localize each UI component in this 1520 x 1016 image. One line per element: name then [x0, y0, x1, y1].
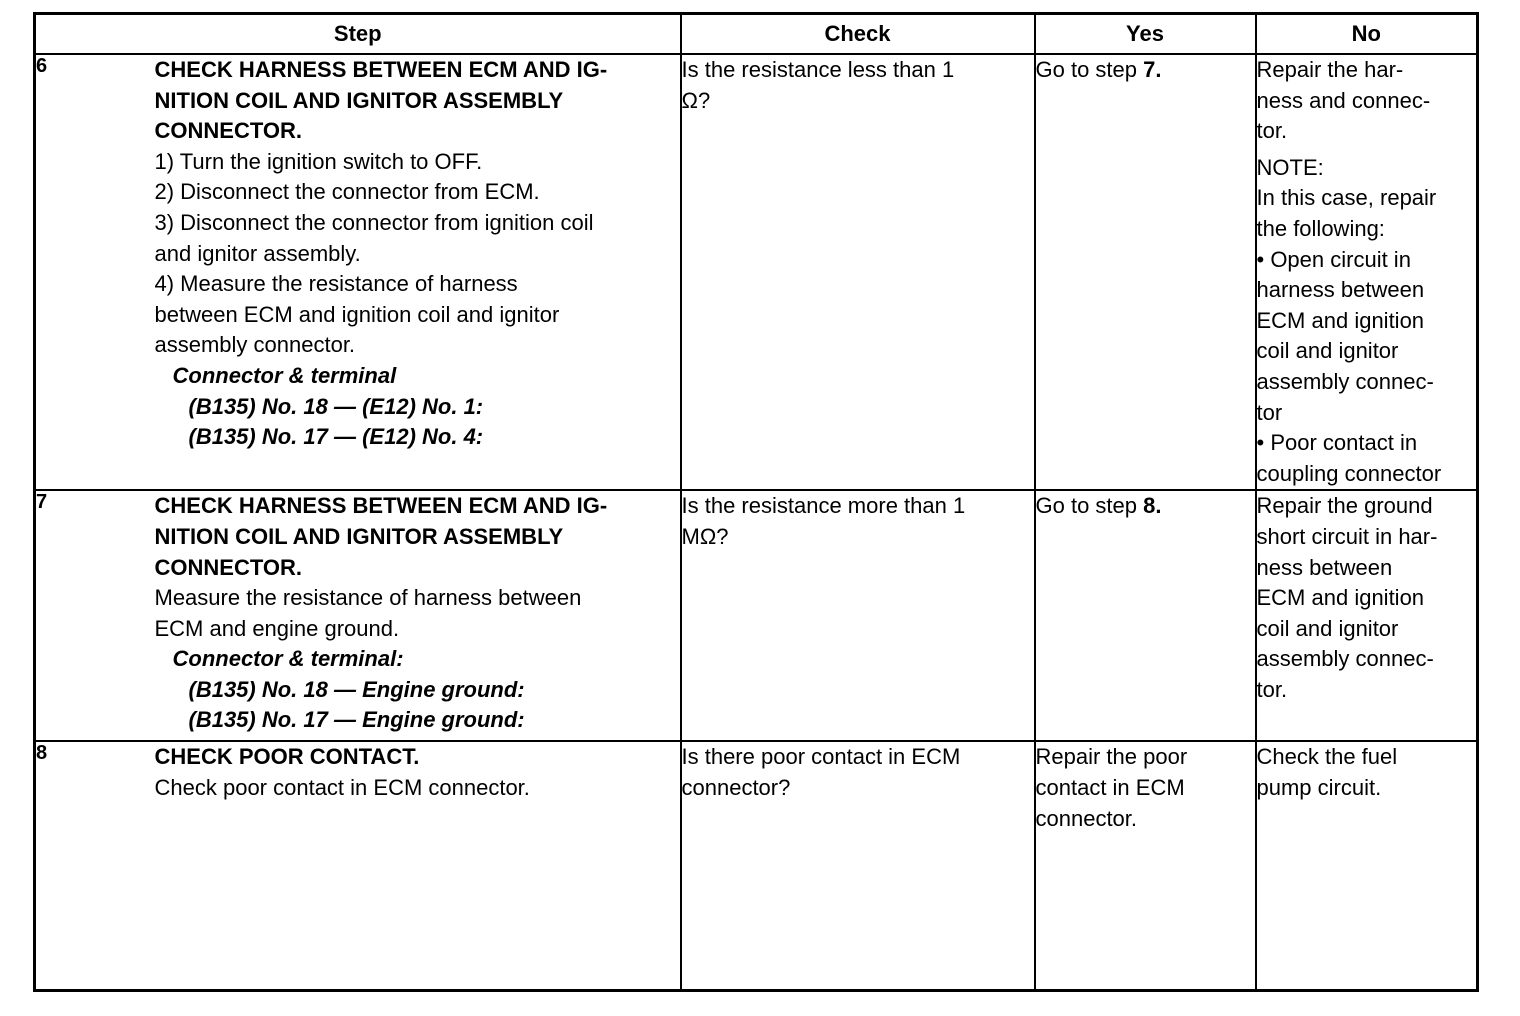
- no-cell: Check the fuel pump circuit.: [1256, 741, 1478, 990]
- no-cell: Repair the ground short circuit in har- ness between ECM and ignition coil and ignitor assembly connec- tor.: [1256, 490, 1478, 741]
- connector-label: Connector & terminal:: [172, 646, 404, 672]
- table-row-step-7: [35, 490, 1478, 741]
- yes-step-ref: 7.: [1143, 57, 1162, 82]
- step-procedure: Check poor contact in ECM connector.: [154, 774, 530, 800]
- table-row-step-6: [35, 54, 1478, 490]
- yes-cell: Go to step 7.: [1035, 54, 1256, 490]
- check-cell: Is the resistance less than 1 Ω?: [681, 54, 1035, 490]
- connector-item: (B135) No. 18 — (E12) No. 1:: [188, 393, 484, 419]
- yes-cell: Repair the poor contact in ECM connector.: [1035, 741, 1256, 990]
- no-cell: Repair the har- ness and connec- tor. NOTE: In this case, repair the following: • Open circuit in harness between ECM and ignition coil and ignitor assembly connec- tor • Poor contact in coupling connector: [1256, 54, 1478, 490]
- step-number: 8: [35, 741, 155, 990]
- bullet-item: • Poor contact in coupling connector: [1256, 430, 1442, 486]
- connector-item: (B135) No. 17 — Engine ground:: [188, 707, 525, 733]
- step-number: 7: [35, 490, 155, 741]
- check-cell: Is the resistance more than 1 MΩ?: [681, 490, 1035, 741]
- connector-label: Connector & terminal: [172, 362, 397, 388]
- header-no: No: [1256, 14, 1478, 55]
- step-procedure: Measure the resistance of harness between ECM and engine ground.: [154, 585, 582, 641]
- step-description: [155, 54, 681, 490]
- header-check: Check: [681, 14, 1035, 55]
- step-description: [155, 741, 681, 990]
- step-title: CHECK POOR CONTACT.: [154, 744, 420, 770]
- diagnostic-table: [33, 12, 1479, 992]
- step-title: CHECK HARNESS BETWEEN ECM AND IG- NITION COIL AND IGNITOR ASSEMBLY CONNECTOR.: [154, 493, 608, 580]
- step-procedure: 1) Turn the ignition switch to OFF. 2) Disconnect the connector from ECM. 3) Disconnect the connector from ignition coil and ignitor assembly. 4) Measure the resistance of harness between ECM and ignition coil and ignitor assembly connector.: [154, 148, 594, 358]
- header-step: Step: [35, 14, 681, 55]
- note-label: NOTE:: [1256, 154, 1324, 180]
- bullet-item: • Open circuit in harness between ECM and ignition coil and ignitor assembly connec- tor: [1256, 246, 1434, 425]
- step-title: CHECK HARNESS BETWEEN ECM AND IG- NITION COIL AND IGNITOR ASSEMBLY CONNECTOR.: [154, 57, 608, 144]
- connector-item: (B135) No. 18 — Engine ground:: [188, 676, 525, 702]
- step-description: [155, 490, 681, 741]
- table-row-step-8: [35, 741, 1478, 990]
- step-number: 6: [35, 54, 155, 490]
- yes-step-ref: 8.: [1143, 493, 1162, 519]
- check-cell: Is there poor contact in ECM connector?: [681, 741, 1035, 990]
- connector-item: (B135) No. 17 — (E12) No. 4:: [188, 424, 484, 450]
- header-row: [35, 14, 1478, 55]
- yes-cell: Go to step 8.: [1035, 490, 1256, 741]
- header-yes: Yes: [1035, 14, 1256, 55]
